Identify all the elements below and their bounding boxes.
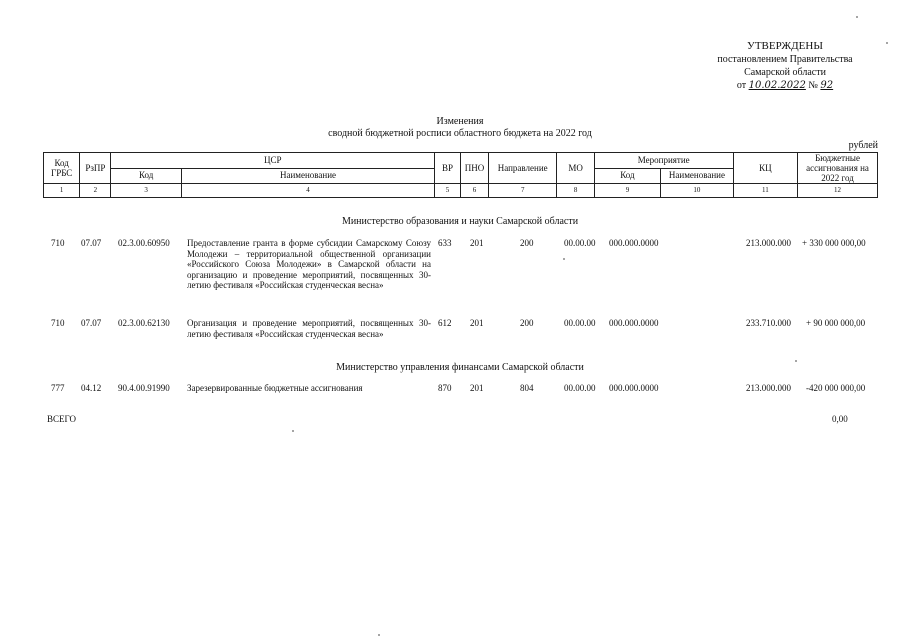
col-kc: КЦ [733,153,797,184]
col-num: 12 [798,184,878,198]
col-assign: Бюджетные ассигнования на 2022 год [798,153,878,184]
cell-grbs: 777 [51,383,65,393]
col-num: 3 [111,184,182,198]
col-rzpr: РзПР [80,153,111,184]
cell-csr: 02.3.00.60950 [118,238,170,248]
handwritten-date: 10.02.2022 [748,80,806,91]
cell-mo: 00.00.00 [564,238,596,248]
handwritten-number: 92 [820,80,834,91]
scan-speck [378,634,380,636]
table-row [43,238,878,310]
title-line-1: Изменения [436,116,484,127]
cell-vr: 612 [438,318,452,328]
ministry-heading: Министерство образования и науки Самарской области [341,216,579,227]
cell-name: Предоставление гранта в форме субсидии Самарскому Союзу Молодежи – территориальной общественной организации «Российского Союза Молодежи» в Самарской области на организацию и проведение мероприятий, посвященных 30-летию фестиваля «Российская студенческая весна» [187,238,431,290]
cell-rzpr: 04.12 [81,383,102,393]
column-number-row [44,184,878,198]
col-num: 7 [488,184,556,198]
cell-name: Зарезервированные бюджетные ассигнования [187,383,363,393]
col-csr-name: Наименование [181,168,434,184]
number-prefix: № [808,80,818,91]
col-direction: Направление [488,153,556,184]
cell-rzpr: 07.07 [81,318,102,328]
header-table [43,152,878,198]
scan-speck [795,360,797,362]
cell-pno: 201 [470,318,484,328]
col-num: 4 [181,184,434,198]
ministry-heading: Министерство управления финансами Самарской области [336,362,584,373]
cell-grbs: 710 [51,238,65,248]
approval-heading: УТВЕРЖДЕНЫ [747,40,823,52]
col-num: 11 [733,184,797,198]
col-event-kod: Код [594,168,660,184]
approval-line-2: Самарской области [744,67,826,78]
scan-speck [563,258,565,260]
cell-pno: 201 [470,383,484,393]
cell-amount: + 330 000 000,00 [802,238,866,248]
cell-pno: 201 [470,238,484,248]
approval-line-1: постановлением Правительства [717,54,853,65]
col-num: 1 [44,184,80,198]
col-kod-grbs: Код ГРБС [44,153,80,184]
cell-kc: 213.000.000 [746,238,791,248]
col-num: 10 [661,184,734,198]
col-vr: ВР [435,153,461,184]
cell-mo: 00.00.00 [564,383,596,393]
total-value: 0,00 [832,414,848,424]
cell-direction: 200 [520,318,534,328]
cell-event: 000.000.0000 [609,318,659,328]
cell-direction: 200 [520,238,534,248]
title-line-2: сводной бюджетной росписи областного бюджета на 2022 год [328,128,592,139]
cell-kc: 233.710.000 [746,318,791,328]
approval-date-line [690,79,880,92]
col-csr: ЦСР [111,153,435,169]
col-num: 9 [594,184,660,198]
document-title [300,116,620,140]
col-event-name: Наименование [661,168,734,184]
cell-mo: 00.00.00 [564,318,596,328]
col-num: 2 [80,184,111,198]
col-num: 8 [557,184,594,198]
cell-csr: 90.4.00.91990 [118,383,170,393]
cell-event: 000.000.0000 [609,383,659,393]
cell-vr: 633 [438,238,452,248]
table-row [43,383,878,395]
col-mo: МО [557,153,594,184]
cell-rzpr: 07.07 [81,238,102,248]
col-csr-kod: Код [111,168,182,184]
cell-direction: 804 [520,383,534,393]
cell-name: Организация и проведение мероприятий, посвященных 30-летию фестиваля «Российская студенческая весна» [187,318,431,339]
cell-amount: + 90 000 000,00 [806,318,866,328]
scan-speck [886,42,888,44]
cell-csr: 02.3.00.62130 [118,318,170,328]
table-row [43,318,878,352]
col-event: Мероприятие [594,153,733,169]
scan-speck [292,430,294,432]
col-num: 6 [460,184,488,198]
header-row-1 [44,153,878,169]
total-label: ВСЕГО [47,414,76,424]
col-num: 5 [435,184,461,198]
cell-kc: 213.000.000 [746,383,791,393]
cell-grbs: 710 [51,318,65,328]
units-label: рублей [848,140,878,151]
cell-amount: -420 000 000,00 [806,383,866,393]
cell-vr: 870 [438,383,452,393]
date-prefix: от [736,80,747,91]
scan-speck [856,16,858,18]
cell-event: 000.000.0000 [609,238,659,248]
approval-stamp [690,40,880,92]
col-pno: ПНО [460,153,488,184]
